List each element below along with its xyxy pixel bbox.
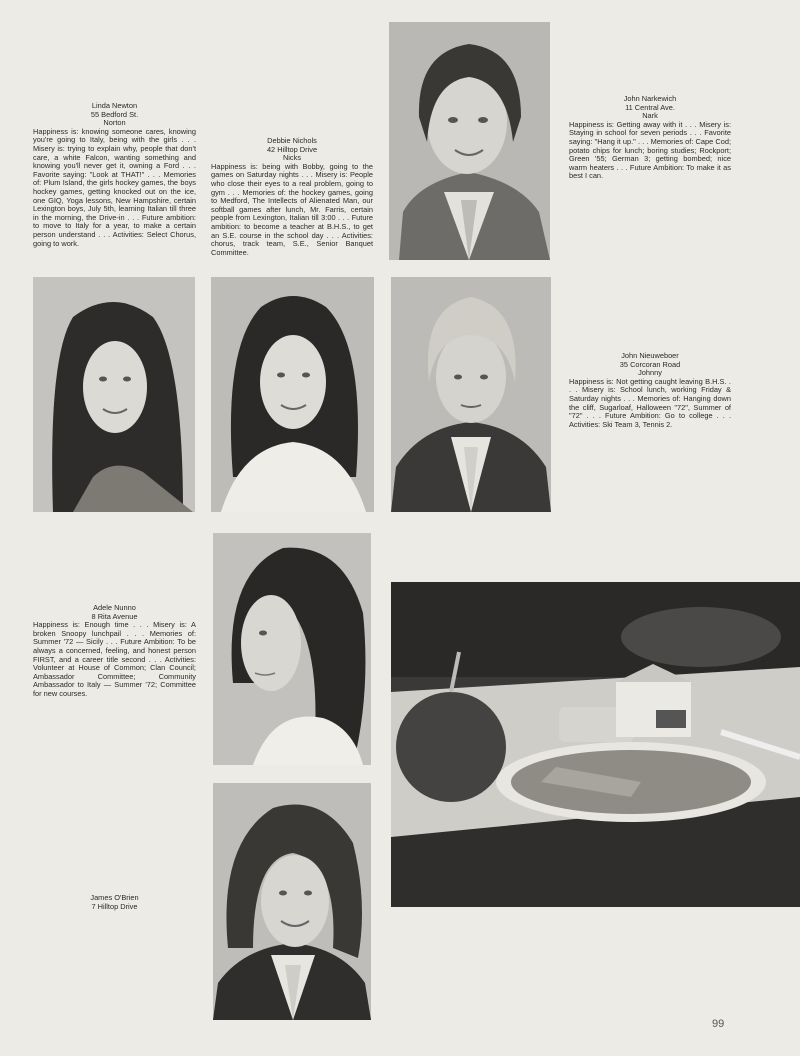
entry-header xyxy=(33,604,196,621)
portrait-illustration xyxy=(33,277,195,512)
entry-james-obrien xyxy=(33,894,196,911)
portrait-adele-nunno xyxy=(213,533,371,765)
student-address: 11 Central Ave. xyxy=(625,102,675,112)
student-bio: Happiness is: knowing someone cares, knowing you're going to Italy, being with the girls . . . Misery is: trying to explain why, people that don't care, a white Falcon, wanting something and knowing you'll never get it, owning a Ford . . . Favorite saying: "Look at THAT!" . . . Memories of: Plum Island, the girls hockey games, the boys hockey games, getting knocked out on the ice, one GIQ, Yoga lessons, New Hampshire, certain Lexington boys, July 5th, learning Italian till three in the morning, the Drive-in . . . Future ambition: to move to Italy for a year, to make a certain person understand . . . Activities: Select Chorus, going to work. xyxy=(33,126,196,248)
lunch-illustration xyxy=(391,582,800,907)
student-name: Debbie Nichols xyxy=(267,136,317,145)
entry-header xyxy=(33,102,196,128)
portrait-james-obrien xyxy=(213,783,371,1020)
student-address: 42 Hilltop Drive xyxy=(266,144,318,154)
entry-header xyxy=(211,137,373,163)
student-bio: Happiness is: Getting away with it . . . Misery is: Staying in school for seven periods . . . Favorite saying: "Hang it up." . . . Memories of: Cape Cod; potato chips for lunch; boring studies; Rockport; Green '55; German 3; getting bombed; nice warm heaters . . . Future Ambition: To make it as best I can. xyxy=(569,119,731,181)
student-name: John Narkewich xyxy=(623,94,677,103)
entry-linda-newton xyxy=(33,102,196,248)
entry-john-nieuweboer xyxy=(569,352,731,429)
student-address: 8 Rita Avenue xyxy=(91,611,138,621)
portrait-debbie-nichols xyxy=(211,277,374,512)
student-name: James O'Brien xyxy=(90,893,139,902)
student-nickname: Johnny xyxy=(638,368,662,378)
entry-debbie-nichols xyxy=(211,137,373,257)
student-nickname: Nicks xyxy=(282,153,302,163)
student-address: 7 Hilltop Drive xyxy=(91,901,138,911)
student-bio: Happiness is: being with Bobby, going to the games on Saturday nights . . . Misery is: People who close their eyes to a real problem, going to gym . . . Memories of: the hockey games, going to Medford, The Intellects of Alienated Man, our softball games after lunch, Mr. Farris, certain people from Lexington, Italian till 3:00 . . . Future ambition: to become a teacher at B.H.S., to get an S.E. course in the school day . . . Activities: chorus, track team, S.E., Senior Banquet Committee. xyxy=(211,161,373,257)
student-nickname: Nark xyxy=(642,111,658,121)
portrait-illustration xyxy=(213,783,371,1020)
page-number: 99 xyxy=(712,1018,725,1030)
student-name: Adele Nunno xyxy=(93,603,136,612)
student-name: John Nieuweboer xyxy=(621,351,679,360)
student-bio: Happiness is: Not getting caught leaving B.H.S. . . . Misery is: School lunch, working Friday & Saturday nights . . . Memories of: Hanging down the cliff, Sugarloaf, Halloween "72", Summer of "72" . . . Future Ambition: Go to college . . . Activities: Ski Team 3, Tennis 2. xyxy=(569,376,731,429)
student-address: 35 Corcoran Road xyxy=(619,359,681,369)
entry-header xyxy=(569,95,731,121)
student-name: Linda Newton xyxy=(91,101,138,110)
entry-adele-nunno xyxy=(33,604,196,699)
portrait-linda-newton xyxy=(33,277,195,512)
student-bio: Happiness is: Enough time . . . Misery is: A broken Snoopy lunchpail . . . Memories of: Summer '72 — Sicily . . . Future Ambition: To be always a concerned, feeling, and honest person FIRST, and a career title second . . . Activities: Volunteer at House of Common; Clan Council; Ambassador Committee; Community Ambassador to Italy — Summer '72; Committee for new courses. xyxy=(33,620,196,698)
entry-header xyxy=(569,352,731,378)
portrait-illustration xyxy=(389,22,550,260)
entry-john-narkewich xyxy=(569,95,731,181)
portrait-john-nieuweboer xyxy=(391,277,551,512)
portrait-illustration xyxy=(211,277,374,512)
lunch-tray-photo xyxy=(391,582,800,907)
entry-header xyxy=(33,894,196,911)
portrait-illustration xyxy=(391,277,551,512)
portrait-illustration xyxy=(213,533,371,765)
student-nickname: Norton xyxy=(103,118,126,128)
student-address: 55 Bedford St. xyxy=(90,109,139,119)
portrait-john-narkewich xyxy=(389,22,550,260)
